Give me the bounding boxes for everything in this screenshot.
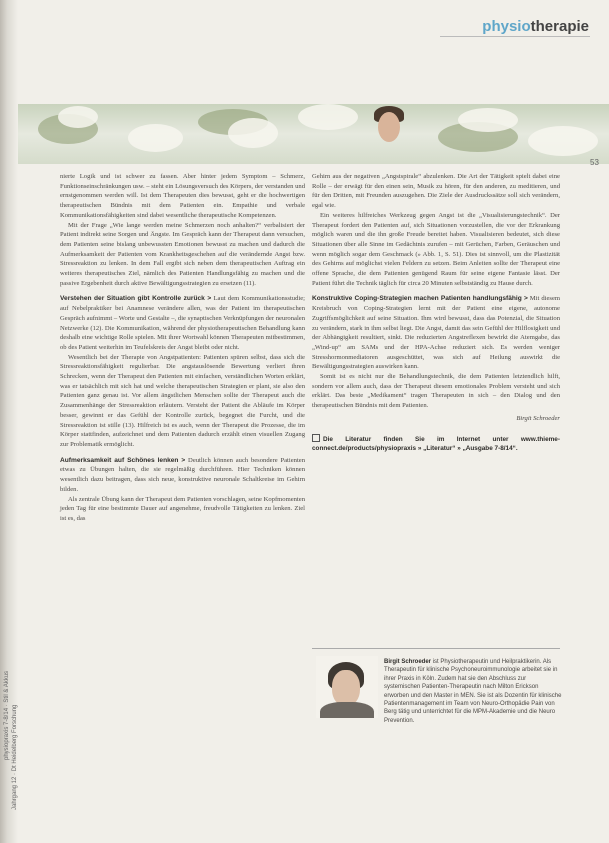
literature-note: Die Literatur finden Sie im Internet unter www.thieme-connect.de/products/physiopraxis » „Literatur“ » „Ausgabe 7-8/14“. <box>312 435 560 453</box>
paragraph: Ein weiteres hilfreiches Werkzeug gegen Angst ist die „Visualisierungstechnik“. Der Therapeut fordert den Patienten auf, sich Situationen vorzustellen, die vor der Erkrankung möglich waren und die ihn große Freude bereitet haben. Visualisieren bedeutet, sich diese Situationen über alle Sinne im Gedächtnis zurufen – mit Gerüchen, Farben, Geräuschen und wenn möglich sogar dem Geschmack (» Abb. 1, S. 51). Dies ist sinnvoll, um die Plastizität des Gehirns auf möglichst vielen Feldern zu setzen. Beim Anleiten sollte der Therapeut eine offene Sprache, die dem Patienten genügend Raum für seine eigene Fantasie lässt. Der Patient führt die Technik täglich für circa 20 Minuten selbstständig zu Hause durch. <box>312 211 560 287</box>
header-rule <box>440 36 590 37</box>
paragraph: Konstruktive Coping-Strategien machen Patienten handlungsfähig > Mit diesem Kreisbruch von Coping-Strategien lernt mit der Patient eine eigene, autonome Zugriffsmöglichkeit auf seine Situation. Ihm wird bewusst, dass das Potenzial, die Situation zu verändern, stark in ihm selbst liegt. Die Angst, damit das sein Gefühl der Hilflosigkeit und der Abhängigkeit resultiert, sinkt. Die reduzierten Angstreflexen bewirkt die Atemgabe, das „Wind-up“ am SAMs und der HPA-Achse reduziert sich. Es werden weniger Stresshormonmediatoren ausgeschüttet, was sich auf Heilung auswirkt die Bewältigungsstrategien auswirken kann. <box>312 295 560 371</box>
article-column-right <box>312 172 560 454</box>
bio-divider <box>312 648 560 649</box>
side-margin-text: Jahrgang 12 · Dt Heidelberg Forschung <box>12 704 18 810</box>
hero-photo <box>18 104 609 164</box>
paragraph: Aufmerksamkeit auf Schönes lenken > Deutlich können auch besondere Patienten etwas zu Übungen halten, die sie regelmäßig durchführen. Hier Techniken können wesentlich dazu beitragen, dass sich neue, konstruktive neuronale Schaltkreise im Gehirn bilden. <box>60 456 306 493</box>
paragraph: Als zentrale Übung kann der Therapeut dem Patienten vorschlagen, seine Kopfmomenten jeden Tag für eine bestimmte Dauer auf angenehme, freudvolle Tätigkeiten zu lenken. Ziel ist es, das <box>60 495 305 522</box>
page-number: 53 <box>590 158 599 167</box>
paragraph: Gehirn aus der negativen „Angstspirale“ abzulenken. Die Art der Tätigkeit spielt dabei eine Rolle – der erwägt für den einen sein, Musik zu hören, für den anderen, zu meditieren, und für den Dritten, mit Freunden auszugehen. Die Ziele der Ausdruckssätze soll sich verändern, egal wie. <box>312 173 560 210</box>
bio-name: Birgit Schroeder <box>384 659 432 665</box>
side-margin-text: physiopraxis 7-8/14 · Stil & Akkus <box>4 670 10 760</box>
author-bio <box>384 658 562 725</box>
checkbox-icon <box>312 434 320 442</box>
paragraph: Wesentlich bei der Therapie von Angstpatienten: Patienten spüren selbst, dass sich die Stressreaktionsfähigkeit regulierbar. Die angstauslösende Bewertung verliert ihren Schrecken, wenn der Therapeut den Patienten mit einfachen, verständlichen Worten erklärt, was er tatsächlich mit sich hat und welche therapeutischen Strategien er plant, sie also den Patienten ganz genau ist. Vor allem ängstlichen Menschen sollte der Therapeut auch die Zusammenhänge der Stressreaktion erläutern. Versteht der Patient die Abläufe im Körper besser, gewinnt er das Gefühl der Kontrolle zurück, begegnet die Furcht, und die Stressreaktion ist stille (13). Hilfreich ist es auch, wenn der Therapeut die Prozesse, die im Körper stattfinden, aufzeichnet und dem Patienten dadurch erzählt einen visuellen Zugang zur Problematik ermöglicht. <box>60 353 305 448</box>
section-title <box>482 18 589 35</box>
article-column-left <box>60 172 305 524</box>
author-signature: Birgit Schroeder <box>516 414 560 422</box>
section-title-part1: physio <box>482 18 531 35</box>
subheading: Konstruktive Coping-Strategien machen Patienten handlungsfähig > <box>312 295 528 303</box>
paragraph: Somit ist es nicht nur die Behandlungstechnik, die dem Patienten letztendlich hilft, sondern vor allem auch, dass der Therapeut diesem emotionales Problem versteht und sich erklärt. Das beste „Medikament“ tragen Therapeuten in sich – den Dialog und den therapeutischen Bündnis mit dem Patienten. <box>312 373 560 410</box>
author-portrait <box>316 656 378 718</box>
paragraph: nierte Logik und ist schwer zu fassen. Aber hinter jedem Symptom – Schmerz, Funktionseinschränkungen usw. – steht ein Lösungsversuch des Körpers, der verstanden und ernstgenommen werden will. Ist dem Therapeuten dies bewusst, geht er die hochwertigen therapeutischen Bündnis mit dem Patienten ein. Empathie und verbale Kommunikationsfähigkeiten sind dabei wesentliche therapeutische Kompetenzen. <box>60 173 305 219</box>
bio-text: ist Physiotherapeutin und Heilpraktikerin. Als Therapeutin für klinische Psychoneuroimmunologie arbeitet sie in ihrer Praxis in Köln. Zudem hat sie den Abschluss zur systemischen Patienten-Therapeutin nach Milton Erickson erworben und den Master in MEN. Sie ist als Dozentin für klinische Patientenmanagement im Team von Neuro-Orthopädie Pain von Berg tätig und unterrichtet für die MPM-Akademie und die Neuro Prevention. <box>384 659 562 724</box>
section-title-part2: therapie <box>530 18 589 35</box>
paragraph: Mit der Frage „Wie lange werden meine Schmerzen noch anhalten?“ verbalisiert der Patient indirekt seine Sorgen und Ängste. Im Gespräch kann der Therapeut dann versuchen, dem Patienten seine bislang unbewussten Emotionen bewusst zu machen und dadurch die Aufmerksamkeit der Patienten vom Krankheitsgeschehen auf die verändernde Angst bzw. Stressreaktion zu lenken. In dem Fall ergibt sich neben dem therapeutischen Auftrag ein weiteres therapeutisches Ziel, nämlich des Patienten Handlungsfähig zu machen und die passive Ergebenheit durch aktive Bewältigungsstrategien zu ersetzen (11). <box>60 221 305 287</box>
subheading: Verstehen der Situation gibt Kontrolle zurück > <box>60 295 212 303</box>
subheading: Aufmerksamkeit auf Schönes lenken > <box>60 456 186 464</box>
paragraph: Verstehen der Situation gibt Kontrolle zurück > Laut dem Kommunikationsstudie; auf Nebelpraktiker bei Anamnese verändere allen, was der Patient im therapeutischen Gespräch aufnimmt – Worte und Gestalte –, die synaptischen Verknüpfungen der neuronalen Netzwerke (12). Die Kommunikation, während der physiotherapeutischen Behandlung kann deshalb eine wichtige Rolle spielen. Mit ihrer Wortwahl können Therapeuten mitbestimmen, ob des Patient weiterhin im Teufelskreis der Angst bleibt oder nicht. <box>60 295 305 351</box>
person-face <box>378 112 400 142</box>
